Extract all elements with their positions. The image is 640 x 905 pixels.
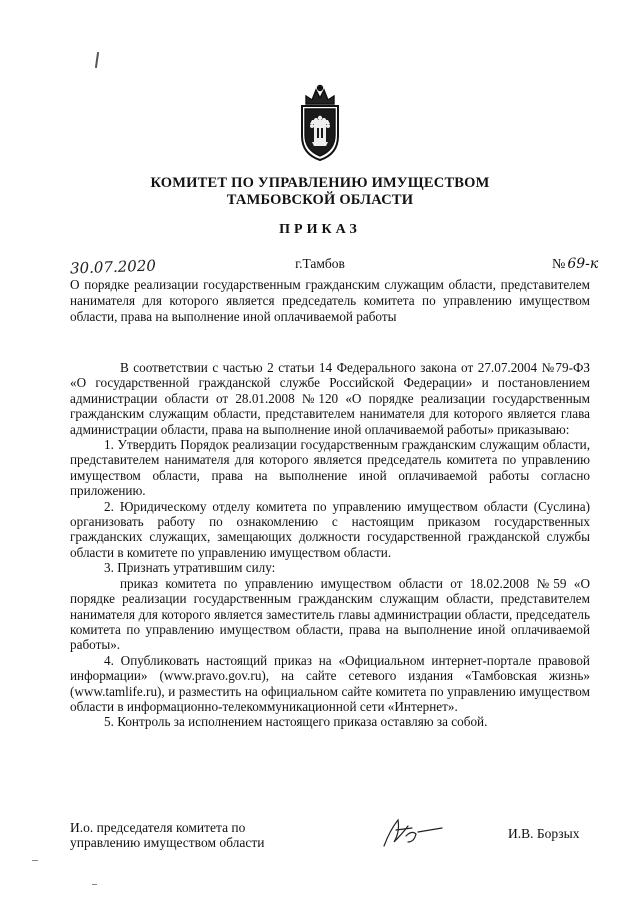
pen-mark — [95, 52, 99, 68]
item-2: 2. Юридическому отделу комитета по управлению имуществом области (Суслина) организовать работу по ознакомлению с настоящим приказом государственных гражданских служащих, замещающих должности государственной гражданской службы области в комитете по управлению имуществом области. — [70, 498, 590, 560]
item-1: 1. Утвердить Порядок реализации государственным гражданским служащим области, представителем нанимателя для которого является председатель комитета по управлению имуществом области, права на выполнение иной оплачиваемой работы согласно приложению. — [70, 437, 590, 499]
handwritten-signature — [378, 812, 448, 852]
order-title: О порядке реализации государственным гражданским служащим области, представителем нанимателя для которого является председатель комитета по управлению имуществом области, права на выполнение иной оплачиваемой работы — [70, 277, 590, 324]
order-body — [70, 360, 590, 730]
scan-mark — [92, 884, 97, 885]
handwritten-date: 30.07.2020 — [69, 256, 157, 278]
position-line-2: управлению имуществом области — [70, 835, 265, 850]
order-number — [552, 256, 598, 273]
position-line-1: И.о. председателя комитета по — [70, 820, 246, 835]
item-3: 3. Признать утратившим силу: — [104, 560, 276, 576]
header-line-2: ТАМБОВСКОЙ ОБЛАСТИ — [226, 192, 414, 208]
document-type: ПРИКАЗ — [279, 222, 361, 237]
item-5: 5. Контроль за исполнением настоящего приказа оставляю за собой. — [104, 714, 488, 730]
city: г.Тамбов — [295, 256, 345, 271]
preamble: В соответствии с частью 2 статьи 14 Федерального закона от 27.07.2004 №79-ФЗ «О государственной гражданской службе Российской Федерации» и постановлением администрации области от 28.01.2008 №120 «О порядке реализации государственным гражданским служащим области, представителем нанимателя для которого является глава администрации области, права на выполнение иной оплачиваемой работы» приказываю: — [70, 360, 590, 437]
signatory-position — [70, 820, 265, 850]
item-4: 4. Опубликовать настоящий приказ на «Официальном интернет-портале правовой информации» (www.pravo.gov.ru), на сайте сетевого издания «Тамбовская жизнь» (www.tamlife.ru), и разместить на официальном сайте комитета по управлению имуществом области в информационно-телекоммуникационной сети «Интернет». — [70, 652, 590, 714]
scan-mark — [32, 860, 38, 861]
signatory-name: И.В. Борзых — [508, 826, 580, 841]
header-line-1: КОМИТЕТ ПО УПРАВЛЕНИЮ ИМУЩЕСТВОМ — [150, 175, 490, 191]
tambov-coat-of-arms-icon — [292, 80, 348, 166]
number-sign: № — [552, 257, 566, 272]
handwritten-number: 69-к — [567, 256, 599, 272]
item-3-text: приказ комитета по управлению имуществом области от 18.02.2008 №59 «О порядке реализации государственным гражданским служащим области, представителем нанимателя для которого является заместитель главы администрации области, председатель комитета по управлению имуществом области, права на выполнение иной оплачиваемой работы». — [70, 575, 590, 653]
